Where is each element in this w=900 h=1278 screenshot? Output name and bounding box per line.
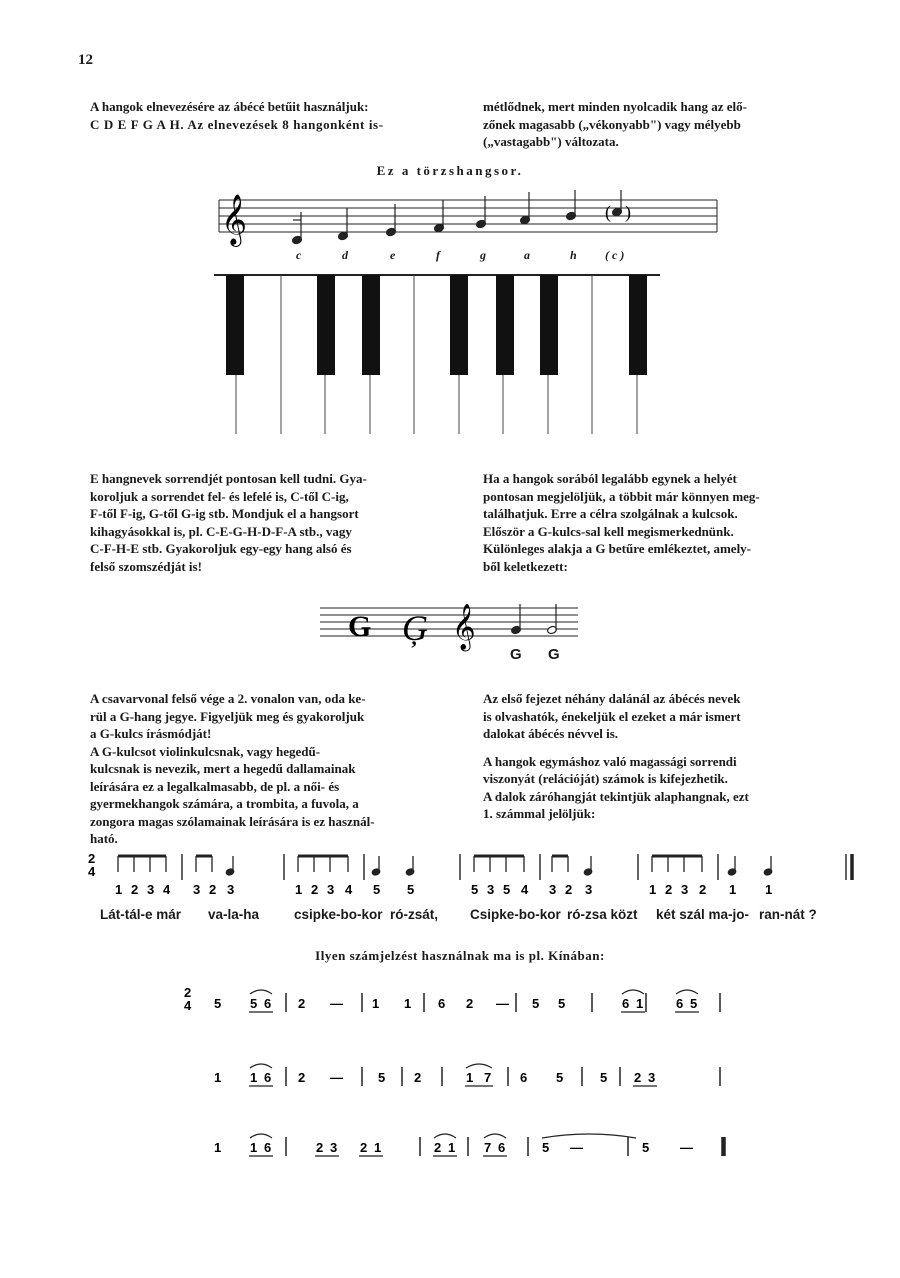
slur	[434, 1134, 456, 1138]
jianpu-note: 2	[298, 1070, 306, 1085]
jianpu-note: 5	[542, 1140, 550, 1155]
jianpu-note: 5	[556, 1070, 564, 1085]
time-signature-top: 2	[184, 985, 192, 1000]
time-signature-top: 2	[88, 851, 96, 866]
jianpu-note: 1	[250, 1140, 258, 1155]
slur	[250, 1134, 272, 1138]
lyric: Csipke-bo-kor	[470, 907, 561, 922]
jianpu-note: 7	[484, 1140, 492, 1155]
text-line: dalokat ábécés névvel is.	[483, 726, 619, 741]
black-key	[450, 275, 468, 375]
rhythm-digit: 2	[699, 882, 707, 897]
black-key	[629, 275, 647, 375]
jianpu-note: 7	[484, 1070, 492, 1085]
black-key	[540, 275, 558, 375]
scale-letters	[290, 248, 650, 264]
rhythm-digit: 2	[209, 882, 217, 897]
text-line: 1. számmal jelöljük:	[483, 806, 596, 821]
rhythm-digit: 3	[193, 882, 201, 897]
scale-letter: f	[436, 248, 440, 262]
jianpu-note: 6	[264, 1070, 272, 1085]
g-label: G	[510, 646, 522, 663]
text-line: koroljuk a sorrendet fel- és lefelé is, C-től C-ig,	[90, 488, 349, 504]
rhythm-digit: 3	[585, 882, 593, 897]
quarter-note	[583, 868, 593, 876]
rhythm-digit: 5	[407, 882, 415, 897]
text-line: C-F-H-E stb. Gyakoroljuk egy-egy hang alsó és	[90, 541, 352, 556]
text-line: („vastagabb") változata.	[483, 134, 619, 149]
rhythm-digit: 2	[131, 882, 139, 897]
rhythm-number-notation	[86, 850, 866, 906]
text-line: a G-kulcs írásmódját!	[90, 726, 212, 741]
rhythm-digit: 3	[327, 882, 335, 897]
black-key	[317, 275, 335, 375]
slur	[466, 1064, 492, 1068]
text-line: kulcsnak is nevezik, mert a hegedű dallamainak	[90, 761, 356, 776]
jianpu-note: 5	[642, 1140, 650, 1155]
rhythm-digit: 3	[487, 882, 495, 897]
scale-letter: e	[390, 248, 396, 262]
rhythm-digit: 1	[729, 882, 737, 897]
jianpu-note: —	[680, 1140, 693, 1155]
jianpu-note: 5	[214, 996, 222, 1011]
jianpu-note: 6	[622, 996, 630, 1011]
piano-keyboard	[212, 272, 662, 438]
jianpu-note: 6	[264, 996, 272, 1011]
text-line: A G-kulcsot violinkulcsnak, vagy hegedű-	[90, 743, 321, 759]
jianpu-note: 1	[466, 1070, 474, 1085]
text-line: F-től F-ig, G-től G-ig stb. Mondjuk el a hangsort	[90, 506, 359, 521]
svg-text:(: (	[605, 202, 611, 222]
jianpu-note: 5	[600, 1070, 608, 1085]
middle-left-column	[90, 470, 452, 575]
jianpu-note: —	[330, 1070, 343, 1085]
jianpu-note: 5	[532, 996, 540, 1011]
rhythm-digit: 1	[115, 882, 123, 897]
jianpu-note: 2	[298, 996, 306, 1011]
text-line: C D E F G A H. Az elnevezések 8 hangonként is-	[90, 116, 384, 132]
rhythm-digit: 5	[373, 882, 381, 897]
jianpu-note: 5	[558, 996, 566, 1011]
text-line: ható.	[90, 831, 118, 846]
intro-right-column	[483, 98, 845, 151]
jianpu-note: 6	[498, 1140, 506, 1155]
text-line: ből keletkezett:	[483, 558, 568, 574]
jianpu-note: —	[496, 996, 509, 1011]
text-line: E hangnevek sorrendjét pontosan kell tudni. Gya-	[90, 471, 367, 486]
lower-right-column	[483, 690, 845, 823]
page-number: 12	[78, 52, 93, 68]
rhythm-digit: 1	[765, 882, 773, 897]
text-line: Különleges alakja a G betűre emlékeztet, amely-	[483, 541, 752, 556]
jianpu-note: 3	[648, 1070, 656, 1085]
rhythm-digit: 2	[565, 882, 573, 897]
rhythm-digit: 4	[521, 882, 529, 897]
text-line: A hangok elnevezésére az ábécé betűit használjuk:	[90, 99, 369, 114]
time-signature-bottom: 4	[88, 864, 96, 879]
jianpu-note: 1	[636, 996, 644, 1011]
lyric: csipke-bo-kor	[294, 907, 383, 922]
text-line: Az első fejezet néhány dalánál az ábécés nevek	[483, 691, 741, 706]
jianpu-note: 5	[690, 996, 698, 1011]
jianpu-note: 1	[372, 996, 380, 1011]
jianpu-note: 6	[264, 1140, 272, 1155]
svg-text:): )	[625, 202, 631, 222]
slur	[250, 1064, 272, 1068]
jianpu-note: 5	[250, 996, 258, 1011]
text-line: rül a G-hang jegye. Figyeljük meg és gyakoroljuk	[90, 708, 365, 724]
text-line: pontosan megjelöljük, a többit már könnyen meg-	[483, 488, 760, 504]
text-line: gyermekhangok számára, a trombita, a fuvola, a	[90, 796, 359, 811]
rhythm-digit: 5	[471, 882, 479, 897]
jianpu-note: 3	[330, 1140, 338, 1155]
rhythm-digit: 1	[295, 882, 303, 897]
rhythm-digit: 2	[665, 882, 673, 897]
jianpu-note: 1	[448, 1140, 456, 1155]
quarter-note	[763, 868, 773, 876]
jianpu-note: 1	[374, 1140, 382, 1155]
jianpu-note: 5	[378, 1070, 386, 1085]
jianpu-note: 1	[404, 996, 412, 1011]
treble-clef-icon: 𝄞	[221, 195, 248, 244]
text-line: métlődnek, mert minden nyolcadik hang az elő-	[483, 99, 747, 114]
jianpu-note: 2	[316, 1140, 324, 1155]
middle-right-column	[483, 470, 845, 575]
rhythm-digit: 3	[147, 882, 155, 897]
g-letter-icon: G	[348, 610, 372, 643]
jianpu-note: 6	[520, 1070, 528, 1085]
rhythm-digit: 5	[503, 882, 511, 897]
lyric: két szál ma-jo-	[656, 907, 750, 922]
quarter-note	[405, 868, 415, 876]
g-label: G	[548, 646, 560, 663]
black-key	[362, 275, 380, 375]
text-line: zőnek magasabb („vékonyabb") vagy mélyebb	[483, 116, 741, 132]
black-key	[496, 275, 514, 375]
scale-letter: (c)	[605, 248, 628, 262]
text-line: zongora magas szólamainak leírására is ez használ-	[90, 813, 375, 829]
text-line: A hangok egymáshoz való magassági sorrendi	[483, 753, 737, 769]
quarter-note	[225, 868, 235, 876]
scale-letter: h	[570, 248, 577, 262]
quarter-note	[371, 868, 381, 876]
lyric: ró-zsát,	[390, 907, 439, 922]
scale-letter: d	[342, 248, 348, 262]
jianpu-note: 2	[466, 996, 474, 1011]
black-key	[226, 275, 244, 375]
lower-left-column	[90, 690, 452, 848]
jianpu-note: 1	[214, 1140, 222, 1155]
slur	[542, 1134, 636, 1138]
text-line: A csavarvonal felső vége a 2. vonalon van, oda ke-	[90, 691, 366, 706]
jianpu-note: 2	[360, 1140, 368, 1155]
jianpu-note: —	[330, 996, 343, 1011]
text-line: kihagyásokkal is, pl. C-E-G-H-D-F-A stb., vagy	[90, 523, 352, 539]
rhythm-digit: 3	[681, 882, 689, 897]
rhythm-digit: 3	[549, 882, 557, 897]
rhythm-digit: 3	[227, 882, 235, 897]
china-caption: Ilyen számjelzést használnak ma is pl. Kínában:	[315, 948, 605, 963]
text-line: viszonyát (relációját) számok is kifejezhetik.	[483, 771, 728, 786]
text-line: felső szomszédját is!	[90, 558, 202, 574]
quarter-note	[727, 868, 737, 876]
text-line: Először a G-kulcs-sal kell megismerkednünk.	[483, 523, 734, 539]
text-line: A dalok záróhangját tekintjük alaphangnak, ezt	[483, 788, 749, 804]
rhythm-digit: 1	[649, 882, 657, 897]
lyric: ran-nát ?	[759, 907, 817, 922]
scale-letter: g	[480, 248, 486, 262]
intro-left-column	[90, 98, 452, 133]
rhythm-digit: 2	[311, 882, 319, 897]
jianpu-note: 2	[434, 1140, 442, 1155]
scale-letter: c	[296, 248, 302, 262]
slur	[250, 990, 272, 994]
text-line: Ha a hangok sorából legalább egynek a helyét	[483, 471, 737, 486]
lyric: ró-zsa közt	[567, 907, 638, 922]
rhythm-digit: 4	[345, 882, 353, 897]
g-clef-evolution	[318, 594, 580, 656]
slur	[484, 1134, 506, 1138]
treble-clef-icon: 𝄞	[452, 604, 476, 649]
jianpu-note: 2	[414, 1070, 422, 1085]
scale-caption: Ez a törzshangsor.	[376, 163, 524, 178]
jianpu-note: 2	[634, 1070, 642, 1085]
text-line: találhatjuk. Erre a célra szolgálnak a kulcsok.	[483, 506, 738, 521]
g-clef-stylized-icon: Ģ	[402, 608, 428, 648]
text-line: is olvashatók, énekeljük el ezeket a már ismert	[483, 708, 741, 724]
jianpu-note: 1	[250, 1070, 258, 1085]
text-line: leírására ez a legalkalmasabb, de pl. a női- és	[90, 778, 340, 794]
jianpu-note: 6	[438, 996, 446, 1011]
scale-letter: a	[524, 248, 530, 262]
time-signature-bottom: 4	[184, 998, 192, 1013]
lyric: va-la-ha	[208, 907, 260, 922]
jianpu-note: 6	[676, 996, 684, 1011]
jianpu-note: 1	[214, 1070, 222, 1085]
jianpu-notation	[180, 980, 740, 1170]
slur	[676, 990, 698, 994]
rhythm-digit: 4	[163, 882, 171, 897]
jianpu-note: —	[570, 1140, 583, 1155]
lyric: Lát-tál-e már	[100, 907, 182, 922]
slur	[622, 990, 644, 994]
